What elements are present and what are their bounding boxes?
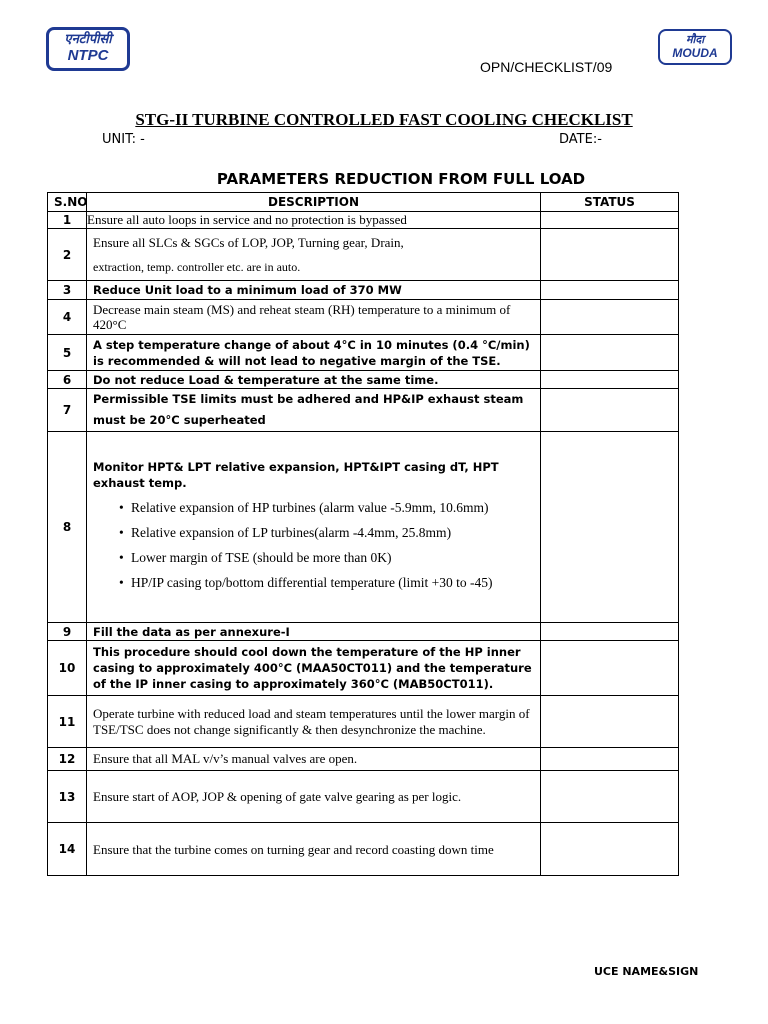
table-row xyxy=(48,212,679,229)
row-status-cell[interactable] xyxy=(541,335,679,371)
row-status-cell[interactable] xyxy=(541,748,679,771)
row-description: Ensure that all MAL v/v’s manual valves are open. xyxy=(87,748,541,771)
table-header-row xyxy=(48,193,679,212)
mouda-logo xyxy=(658,29,732,65)
bullet-list xyxy=(93,495,534,595)
row-description: Decrease main steam (MS) and reheat steam (RH) temperature to a minimum of 420°C xyxy=(87,300,541,335)
row-description-line: Permissible TSE limits must be adhered and HP&IP exhaust steam xyxy=(93,392,524,406)
row-description: Ensure that the turbine comes on turning gear and record coasting down time xyxy=(87,823,541,876)
row-status-cell[interactable] xyxy=(541,623,679,641)
bullet-icon: • xyxy=(119,525,124,540)
row-status-cell[interactable] xyxy=(541,371,679,389)
table-row xyxy=(48,771,679,823)
bullet-icon: • xyxy=(119,575,124,590)
ntpc-logo-hindi: एनटीपीसी xyxy=(64,32,112,47)
header-status: STATUS xyxy=(541,193,679,212)
mouda-logo-text: MOUDA xyxy=(672,46,718,60)
document-number: OPN/CHECKLIST/09 xyxy=(480,59,613,75)
row-status-cell[interactable] xyxy=(541,641,679,696)
row-number: 4 xyxy=(48,300,87,335)
row-description: Ensure all auto loops in service and no protection is bypassed xyxy=(87,212,541,229)
row-number: 14 xyxy=(48,823,87,876)
table-row xyxy=(48,335,679,371)
row-description: Reduce Unit load to a minimum load of 370 MW xyxy=(87,281,541,300)
row-description: Ensure start of AOP, JOP & opening of gate valve gearing as per logic. xyxy=(87,771,541,823)
row-description-text: Monitor HPT& LPT relative expansion, HPT&IPT casing dT, HPT exhaust temp. xyxy=(93,460,499,490)
table-row xyxy=(48,748,679,771)
row-status-cell[interactable] xyxy=(541,212,679,229)
ntpc-logo-text: NTPC xyxy=(67,47,109,64)
list-item: • Relative expansion of HP turbines (alarm value -5.9mm, 10.6mm) xyxy=(131,495,534,520)
row-status-cell[interactable] xyxy=(541,389,679,432)
row-status-cell[interactable] xyxy=(541,823,679,876)
list-item: • HP/IP casing top/bottom differential temperature (limit +30 to -45) xyxy=(131,570,534,595)
header-sno: S.NO xyxy=(48,193,87,212)
table-row xyxy=(48,641,679,696)
section-title: PARAMETERS REDUCTION FROM FULL LOAD xyxy=(216,170,586,188)
row-description-line: Ensure all SLCs & SGCs of LOP, JOP, Turning gear, Drain, xyxy=(93,234,404,250)
ntpc-logo xyxy=(46,27,130,71)
row-status-cell[interactable] xyxy=(541,696,679,748)
row-description xyxy=(87,432,541,623)
row-number: 9 xyxy=(48,623,87,641)
row-status-cell[interactable] xyxy=(541,432,679,623)
row-description: Fill the data as per annexure-I xyxy=(87,623,541,641)
row-status-cell[interactable] xyxy=(541,300,679,335)
row-description-line: must be 20°C superheated xyxy=(93,413,266,427)
page-title: STG-II TURBINE CONTROLLED FAST COOLING CHECKLIST xyxy=(135,110,633,129)
row-number: 5 xyxy=(48,335,87,371)
row-description xyxy=(87,229,541,281)
list-item: • Lower margin of TSE (should be more than 0K) xyxy=(131,545,534,570)
row-number: 13 xyxy=(48,771,87,823)
row-number: 12 xyxy=(48,748,87,771)
bullet-icon: • xyxy=(119,500,124,515)
date-label: DATE:- xyxy=(559,132,602,147)
table-row xyxy=(48,300,679,335)
bullet-icon: • xyxy=(119,550,124,565)
row-description xyxy=(87,389,541,432)
table-row xyxy=(48,229,679,281)
row-number: 7 xyxy=(48,389,87,432)
row-number: 10 xyxy=(48,641,87,696)
checklist-table xyxy=(47,192,679,876)
row-number: 2 xyxy=(48,229,87,281)
list-item: • Relative expansion of LP turbines(alarm -4.4mm, 25.8mm) xyxy=(131,520,534,545)
table-row xyxy=(48,823,679,876)
mouda-logo-hindi: मौदा xyxy=(685,33,705,46)
signature-label: UCE NAME&SIGN xyxy=(594,965,699,978)
row-description-line: extraction, temp. controller etc. are in auto. xyxy=(93,259,301,274)
row-number: 8 xyxy=(48,432,87,623)
row-number: 6 xyxy=(48,371,87,389)
table-row xyxy=(48,389,679,432)
table-row xyxy=(48,371,679,389)
unit-label: UNIT: - xyxy=(102,132,145,147)
row-description: Operate turbine with reduced load and steam temperatures until the lower margin of TSE/TSC does not change significantly & then desynchronize the machine. xyxy=(87,696,541,748)
header-description: DESCRIPTION xyxy=(87,193,541,212)
row-number: 11 xyxy=(48,696,87,748)
row-description: This procedure should cool down the temperature of the HP inner casing to approximately 400°C (MAA50CT011) and the temperature of the IP inner casing to approximately 360°C (MAB50CT011). xyxy=(87,641,541,696)
table-row xyxy=(48,623,679,641)
row-description: Do not reduce Load & temperature at the same time. xyxy=(87,371,541,389)
row-description: A step temperature change of about 4°C in 10 minutes (0.4 °C/min) is recommended & will not lead to negative margin of the TSE. xyxy=(87,335,541,371)
table-row xyxy=(48,281,679,300)
row-status-cell[interactable] xyxy=(541,229,679,281)
row-status-cell[interactable] xyxy=(541,771,679,823)
row-number: 1 xyxy=(48,212,87,229)
row-number: 3 xyxy=(48,281,87,300)
table-row xyxy=(48,432,679,623)
table-row xyxy=(48,696,679,748)
row-status-cell[interactable] xyxy=(541,281,679,300)
